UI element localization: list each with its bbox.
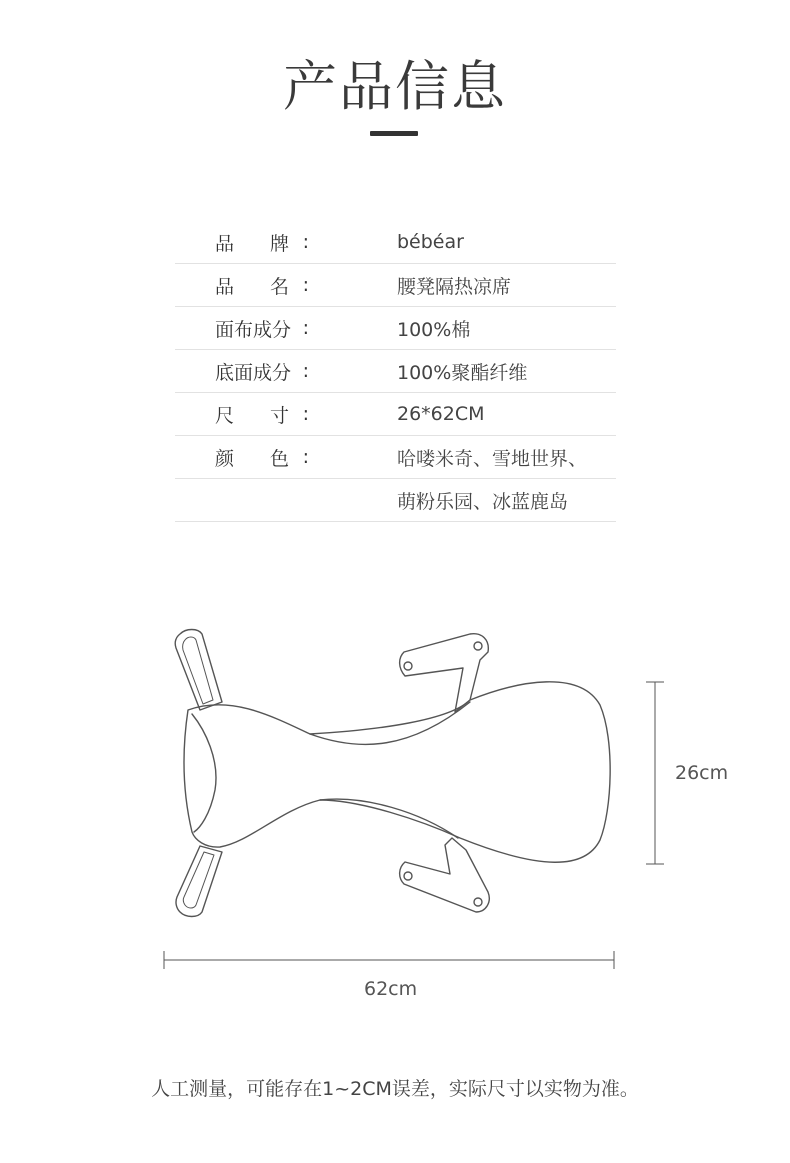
strap-bottom-left [176, 846, 222, 917]
spec-row-face-fabric [175, 307, 616, 350]
buckle-hole [404, 872, 412, 880]
spec-value-color: 哈喽米奇、雪地世界、 [397, 447, 588, 470]
spec-label-second: 色 [269, 447, 289, 470]
spec-colon: : [302, 446, 309, 468]
spec-label [215, 479, 307, 521]
seat-seam-lower [320, 799, 458, 838]
spec-label [215, 436, 307, 478]
strap-top-left-inner [183, 637, 213, 704]
spec-colon: : [302, 317, 309, 339]
width-dimension-label: 62cm [364, 978, 418, 1000]
buckle-bottom-right [400, 838, 490, 912]
spec-row-name [175, 264, 616, 307]
spec-row-bottom-fabric [175, 350, 616, 393]
spec-label-first: 底面成分 [215, 361, 292, 384]
buckle-hole [474, 898, 482, 906]
spec-label-first: 品 [215, 275, 235, 298]
title-underline [370, 131, 418, 136]
spec-label [215, 350, 307, 392]
product-outline-illustration [0, 600, 790, 1020]
spec-value-size: 26*62CM [397, 403, 485, 425]
spec-label [215, 393, 307, 435]
spec-label-first: 品 [215, 232, 235, 255]
height-dimension-label: 26cm [675, 762, 729, 784]
seat-seam [310, 702, 470, 744]
spec-label [215, 264, 307, 306]
spec-label-second: 牌 [269, 232, 289, 255]
spec-table [175, 221, 616, 522]
strap-top-left [175, 630, 222, 711]
spec-label-first: 面布成分 [215, 318, 292, 341]
spec-colon: : [302, 231, 309, 253]
strap-bottom-left-inner [183, 852, 214, 908]
buckle-hole [474, 642, 482, 650]
spec-label-second: 寸 [269, 404, 289, 427]
spec-value-face-fabric: 100%棉 [397, 318, 471, 341]
buckle-hole [404, 662, 412, 670]
buckle-top-right [400, 634, 489, 712]
spec-row-color-continued [175, 479, 616, 522]
seat-body-outline [184, 682, 610, 862]
spec-value-bottom-fabric: 100%聚酯纤维 [397, 361, 528, 384]
seat-pocket-outline [192, 714, 216, 832]
spec-colon: : [302, 274, 309, 296]
spec-label [215, 221, 307, 263]
spec-label [215, 307, 307, 349]
page-title: 产品信息 [283, 55, 507, 118]
spec-colon: : [302, 360, 309, 382]
spec-row-brand [175, 221, 616, 264]
spec-row-color [175, 436, 616, 479]
measurement-note: 人工测量，可能存在1~2CM误差，实际尺寸以实物为准。 [151, 1078, 639, 1100]
spec-label-first: 尺 [215, 404, 235, 427]
spec-colon: : [302, 403, 309, 425]
spec-row-size [175, 393, 616, 436]
product-diagram [0, 600, 790, 1020]
spec-value-color-continued: 萌粉乐园、冰蓝鹿岛 [397, 490, 569, 513]
spec-label-first: 颜 [215, 447, 235, 470]
spec-label-second: 名 [269, 275, 289, 298]
spec-value-name: 腰凳隔热凉席 [397, 275, 512, 298]
spec-value-brand: bébéar [397, 231, 464, 253]
